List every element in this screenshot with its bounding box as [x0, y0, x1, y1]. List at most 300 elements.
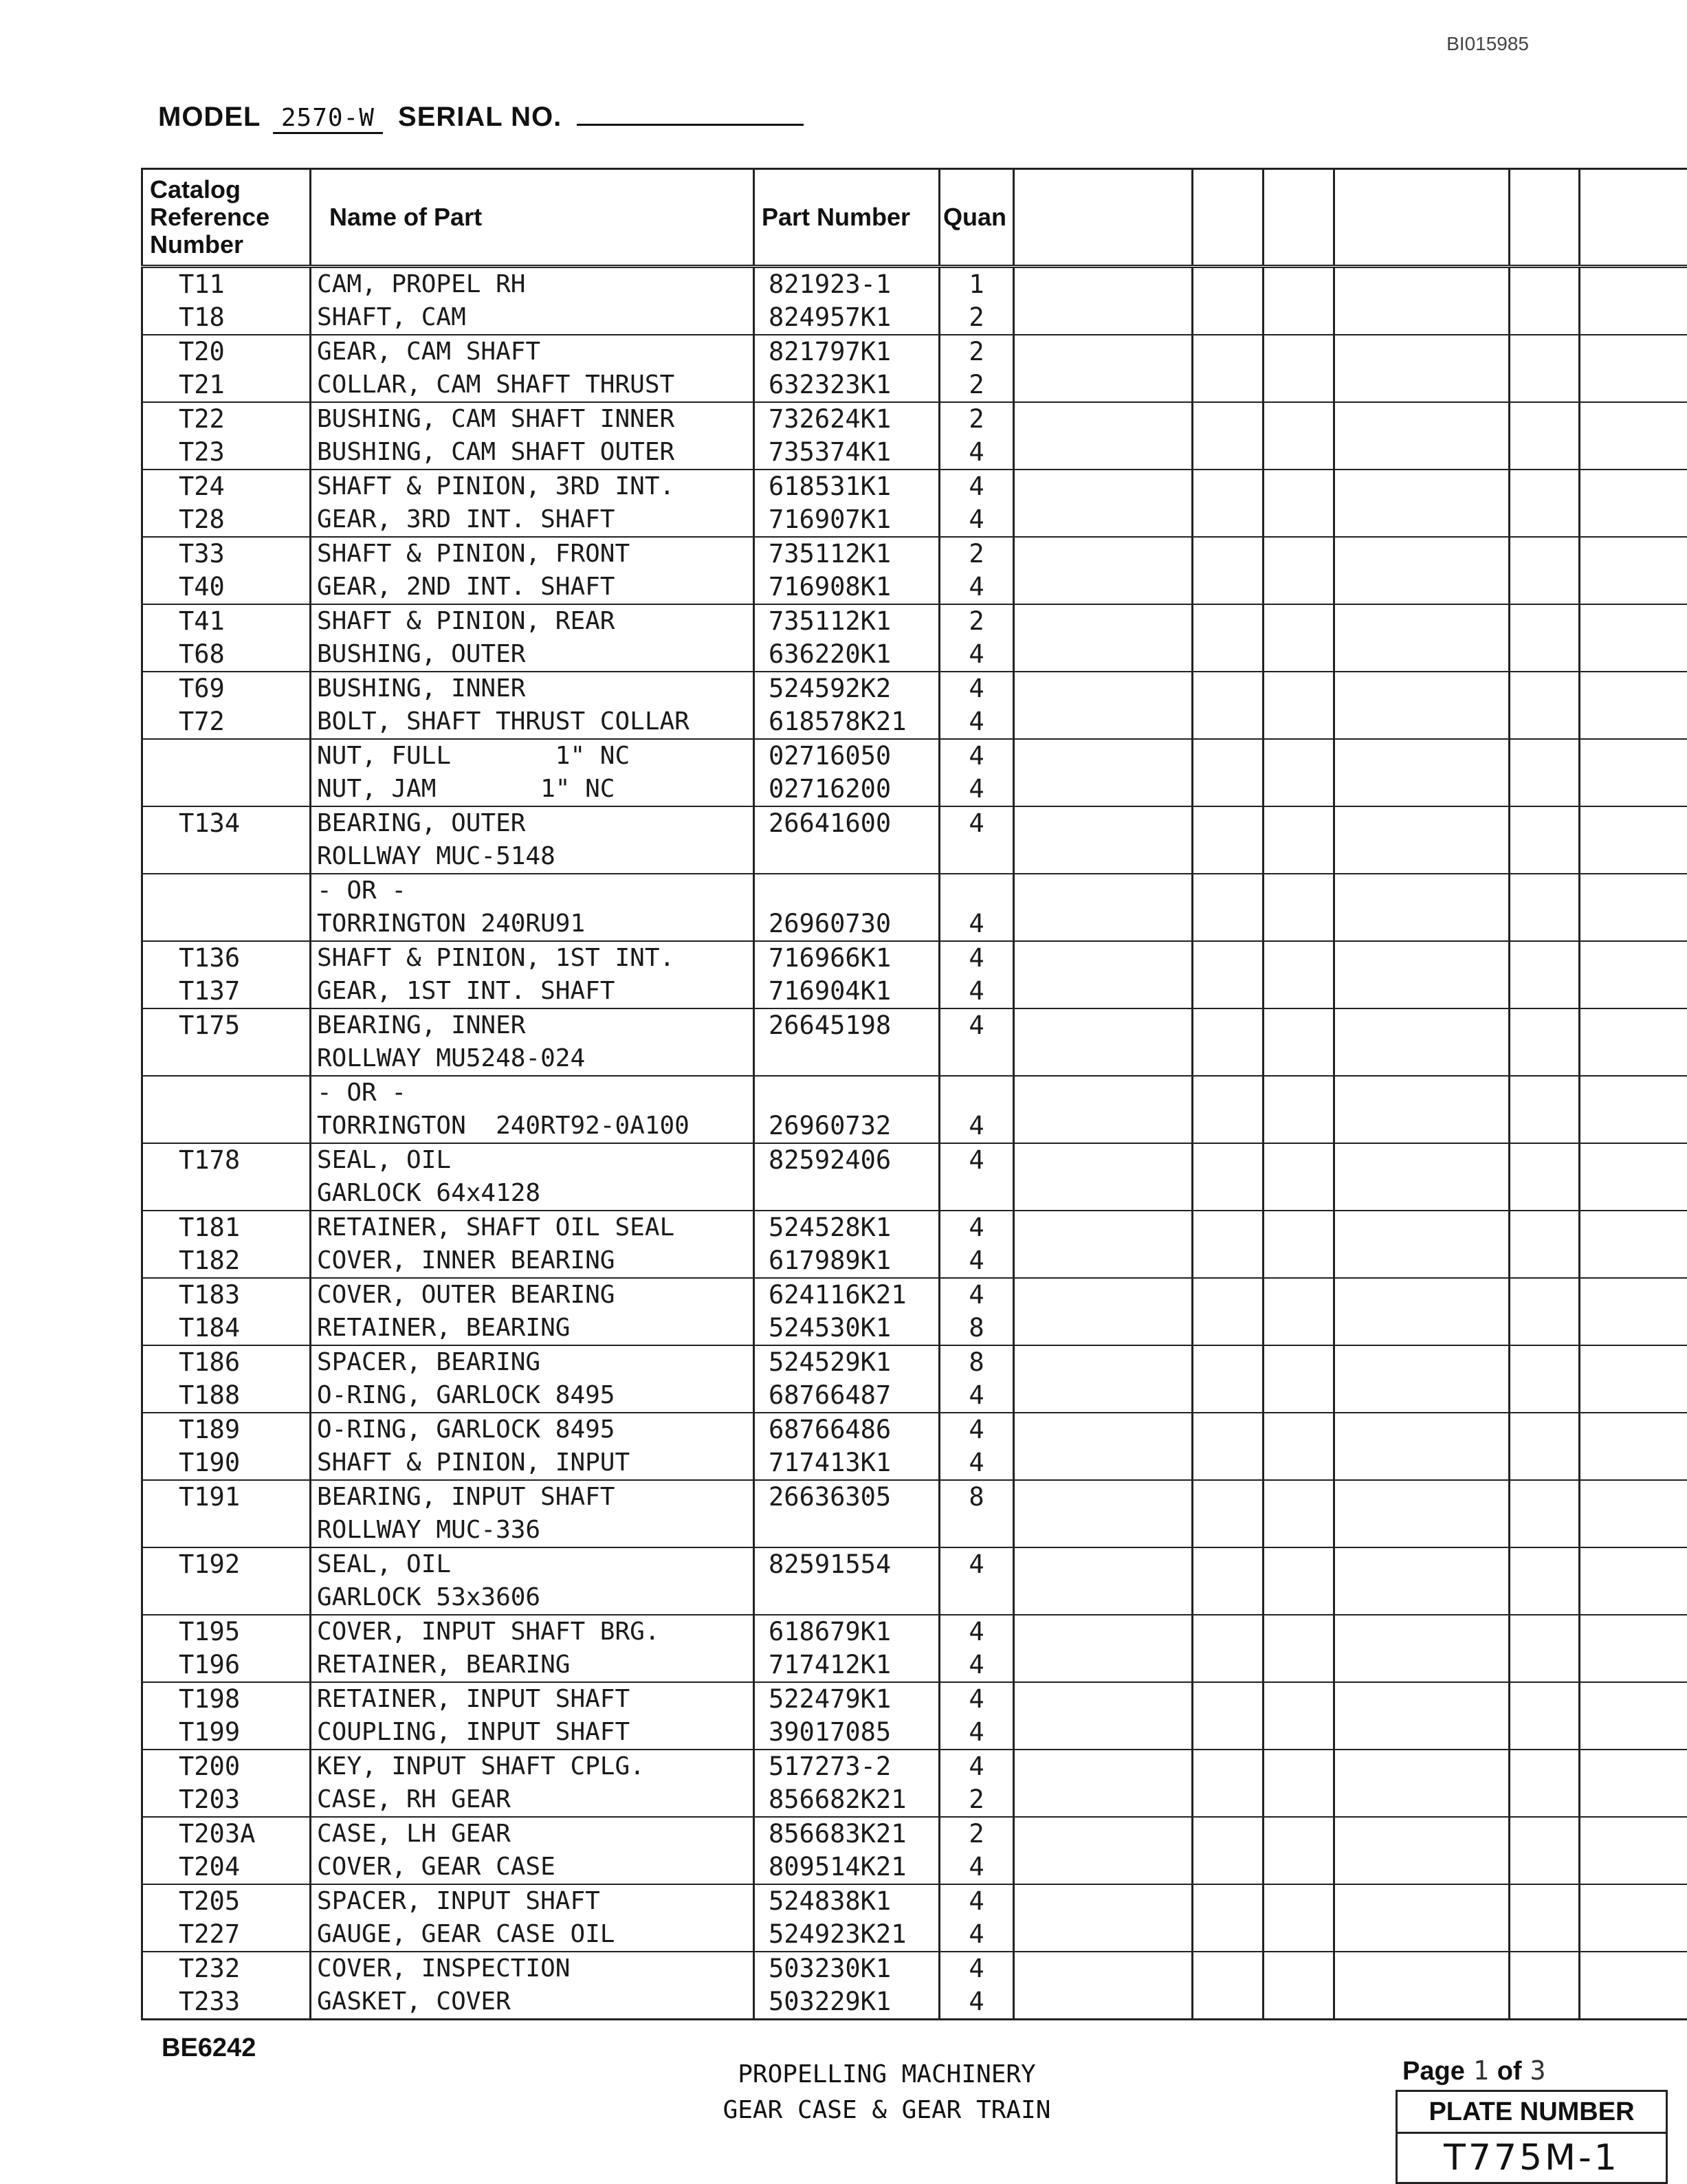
blank-cell	[1580, 604, 1687, 672]
blank-cell	[1580, 1480, 1687, 1547]
page-total: 3	[1530, 2055, 1546, 2086]
catalog-ref-cell	[142, 1278, 311, 1345]
blank-cell	[1580, 1682, 1687, 1750]
blank-cell	[1334, 537, 1510, 604]
part-number: 524529K1	[755, 1346, 938, 1379]
blank-cell	[1264, 1952, 1334, 2020]
blank-cell	[1264, 739, 1334, 806]
document-id: BI015985	[1446, 33, 1529, 55]
catalog-ref-cell	[142, 672, 311, 739]
part-number	[755, 1042, 938, 1075]
table-row	[142, 1345, 1687, 1413]
part-number	[755, 1077, 938, 1110]
quantity: 4	[940, 1615, 1013, 1648]
blank-cell	[1580, 1615, 1687, 1682]
quantity: 2	[940, 1818, 1013, 1851]
catalog-ref: T182	[143, 1244, 309, 1277]
part-number: 735112K1	[755, 538, 938, 571]
part-number: 68766487	[755, 1379, 938, 1412]
quantity-cell	[940, 1345, 1014, 1413]
blank-cell	[1510, 874, 1580, 941]
part-number: 524838K1	[755, 1885, 938, 1918]
quantity	[940, 1581, 1013, 1614]
quantity-cell	[940, 267, 1014, 335]
table-row	[142, 1076, 1687, 1143]
blank-cell	[1014, 1278, 1193, 1345]
part-number-cell	[754, 537, 940, 604]
table-row	[142, 1817, 1687, 1884]
blank-cell	[1193, 1076, 1264, 1143]
quantity: 4	[940, 1750, 1013, 1783]
part-name: BEARING, INNER	[311, 1009, 753, 1042]
blank-cell	[1014, 335, 1193, 402]
catalog-ref: T184	[143, 1312, 309, 1345]
blank-cell	[1014, 1008, 1193, 1076]
quantity: 4	[940, 1413, 1013, 1446]
part-number	[755, 840, 938, 873]
serial-label: SERIAL NO.	[398, 102, 562, 132]
plate-number-value: T775M-1	[1398, 2134, 1666, 2182]
part-number-cell	[754, 470, 940, 537]
quantity: 2	[940, 368, 1013, 401]
blank-cell	[1264, 1143, 1334, 1211]
quantity-cell	[940, 1076, 1014, 1143]
part-number: 636220K1	[755, 638, 938, 671]
table-row	[142, 672, 1687, 739]
blank-cell	[1510, 402, 1580, 470]
blank-cell	[1580, 335, 1687, 402]
part-number-cell	[754, 1615, 940, 1682]
blank-cell	[1510, 1076, 1580, 1143]
blank-cell	[1510, 1278, 1580, 1345]
blank-cell	[1193, 335, 1264, 402]
table-row	[142, 941, 1687, 1008]
blank-cell	[1014, 1480, 1193, 1547]
blank-cell	[1264, 1750, 1334, 1817]
part-name: BEARING, INPUT SHAFT	[311, 1481, 753, 1514]
catalog-ref: T204	[143, 1851, 309, 1884]
quantity: 4	[940, 1548, 1013, 1581]
blank-cell	[1334, 1278, 1510, 1345]
blank-cell	[1580, 1143, 1687, 1211]
plate-number-box	[1396, 2090, 1668, 2184]
blank-cell	[1334, 1817, 1510, 1884]
blank-cell	[1334, 1547, 1510, 1615]
quantity	[940, 1077, 1013, 1110]
blank-cell	[1580, 1076, 1687, 1143]
part-name: - OR -	[311, 1077, 753, 1110]
table-row	[142, 1682, 1687, 1750]
blank-cell	[1510, 1817, 1580, 1884]
quantity: 4	[940, 942, 1013, 975]
quantity-cell	[940, 941, 1014, 1008]
table-row	[142, 1952, 1687, 2020]
catalog-ref: T186	[143, 1346, 309, 1379]
blank-cell	[1334, 941, 1510, 1008]
col-header-blank	[1580, 169, 1687, 267]
blank-cell	[1580, 402, 1687, 470]
quantity: 4	[940, 1110, 1013, 1143]
catalog-ref: T189	[143, 1413, 309, 1446]
blank-cell	[1264, 941, 1334, 1008]
part-number	[755, 874, 938, 907]
part-number: 716907K1	[755, 503, 938, 536]
catalog-ref: T11	[143, 268, 309, 301]
part-name: TORRINGTON 240RU91	[311, 907, 753, 940]
catalog-ref: T200	[143, 1750, 309, 1783]
catalog-ref: T205	[143, 1885, 309, 1918]
blank-cell	[1334, 1076, 1510, 1143]
part-name: CASE, LH GEAR	[311, 1818, 753, 1851]
quantity: 2	[940, 403, 1013, 436]
quantity: 4	[940, 503, 1013, 536]
quantity-cell	[940, 1884, 1014, 1952]
part-number-cell	[754, 1750, 940, 1817]
blank-cell	[1264, 335, 1334, 402]
part-name-cell	[311, 1750, 754, 1817]
part-number-cell	[754, 604, 940, 672]
part-number: 524923K21	[755, 1918, 938, 1951]
quantity	[940, 840, 1013, 873]
part-number-cell	[754, 335, 940, 402]
catalog-ref-cell	[142, 402, 311, 470]
quantity-cell	[940, 1278, 1014, 1345]
part-name: O-RING, GARLOCK 8495	[311, 1379, 753, 1412]
blank-cell	[1193, 672, 1264, 739]
quantity-cell	[940, 1817, 1014, 1884]
part-name-cell	[311, 1817, 754, 1884]
catalog-ref-cell	[142, 267, 311, 335]
part-number: 39017085	[755, 1716, 938, 1749]
quantity-cell	[940, 1480, 1014, 1547]
blank-cell	[1510, 1008, 1580, 1076]
model-value: 2570-W	[273, 104, 383, 134]
blank-cell	[1193, 1278, 1264, 1345]
blank-cell	[1334, 267, 1510, 335]
blank-cell	[1334, 874, 1510, 941]
part-name: CAM, PROPEL RH	[311, 268, 753, 301]
blank-cell	[1264, 1413, 1334, 1480]
part-number-cell	[754, 672, 940, 739]
part-name-cell	[311, 470, 754, 537]
part-number: 26645198	[755, 1009, 938, 1042]
blank-cell	[1334, 672, 1510, 739]
part-number-cell	[754, 1008, 940, 1076]
part-number: 716908K1	[755, 571, 938, 604]
quantity: 4	[940, 1716, 1013, 1749]
blank-cell	[1580, 1884, 1687, 1952]
part-number-cell	[754, 1413, 940, 1480]
part-name-cell	[311, 537, 754, 604]
quantity: 4	[940, 1211, 1013, 1244]
blank-cell	[1334, 1008, 1510, 1076]
part-name: BUSHING, CAM SHAFT INNER	[311, 403, 753, 436]
blank-cell	[1334, 604, 1510, 672]
catalog-ref	[143, 1177, 309, 1210]
part-name-cell	[311, 1008, 754, 1076]
blank-cell	[1193, 1547, 1264, 1615]
part-number: 624116K21	[755, 1279, 938, 1312]
part-number: 856683K21	[755, 1818, 938, 1851]
blank-cell	[1580, 1008, 1687, 1076]
catalog-ref-cell	[142, 1008, 311, 1076]
table-row	[142, 1615, 1687, 1682]
blank-cell	[1580, 537, 1687, 604]
parts-table	[141, 168, 1687, 2020]
blank-cell	[1334, 1615, 1510, 1682]
part-number: 735374K1	[755, 436, 938, 469]
catalog-ref: T233	[143, 1985, 309, 2018]
quantity-cell	[940, 806, 1014, 874]
part-name-cell	[311, 1413, 754, 1480]
quantity: 4	[940, 1446, 1013, 1479]
of-label: of	[1497, 2057, 1522, 2086]
blank-cell	[1264, 1008, 1334, 1076]
part-number: 82592406	[755, 1144, 938, 1177]
quantity: 8	[940, 1312, 1013, 1345]
quantity-cell	[940, 1008, 1014, 1076]
part-name: RETAINER, BEARING	[311, 1312, 753, 1345]
blank-cell	[1264, 1817, 1334, 1884]
col-header-qty: Quan	[940, 169, 1014, 267]
catalog-ref	[143, 740, 309, 773]
col-header-ref: Catalog Reference Number	[142, 169, 311, 267]
blank-cell	[1580, 267, 1687, 335]
part-name: SHAFT & PINION, INPUT	[311, 1446, 753, 1479]
quantity	[940, 1042, 1013, 1075]
blank-cell	[1193, 1345, 1264, 1413]
blank-cell	[1193, 1008, 1264, 1076]
blank-cell	[1334, 402, 1510, 470]
part-name: COUPLING, INPUT SHAFT	[311, 1716, 753, 1749]
part-name-cell	[311, 739, 754, 806]
part-number: 517273-2	[755, 1750, 938, 1783]
quantity	[940, 874, 1013, 907]
table-row	[142, 402, 1687, 470]
part-name-cell	[311, 806, 754, 874]
part-name-cell	[311, 1345, 754, 1413]
part-name: COVER, OUTER BEARING	[311, 1279, 753, 1312]
blank-cell	[1580, 470, 1687, 537]
quantity: 4	[940, 1648, 1013, 1681]
quantity: 8	[940, 1346, 1013, 1379]
blank-cell	[1510, 941, 1580, 1008]
quantity: 4	[940, 773, 1013, 806]
col-header-name: Name of Part	[311, 169, 754, 267]
blank-cell	[1014, 1143, 1193, 1211]
blank-cell	[1510, 1211, 1580, 1278]
part-number: 26636305	[755, 1481, 938, 1514]
catalog-ref-cell	[142, 1076, 311, 1143]
catalog-ref: T28	[143, 503, 309, 536]
table-row	[142, 267, 1687, 335]
part-name-cell	[311, 1278, 754, 1345]
blank-cell	[1510, 1615, 1580, 1682]
catalog-ref	[143, 1581, 309, 1614]
catalog-ref: T198	[143, 1683, 309, 1716]
part-number: 824957K1	[755, 301, 938, 334]
quantity: 2	[940, 538, 1013, 571]
quantity: 4	[940, 1009, 1013, 1042]
catalog-ref-cell	[142, 874, 311, 941]
blank-cell	[1580, 1345, 1687, 1413]
blank-cell	[1014, 537, 1193, 604]
catalog-ref-cell	[142, 537, 311, 604]
part-number: 632323K1	[755, 368, 938, 401]
blank-cell	[1264, 1076, 1334, 1143]
part-number: 809514K21	[755, 1851, 938, 1884]
table-row	[142, 1413, 1687, 1480]
part-name: - OR -	[311, 874, 753, 907]
part-number: 524528K1	[755, 1211, 938, 1244]
blank-cell	[1510, 267, 1580, 335]
col-header-part: Part Number	[754, 169, 940, 267]
catalog-ref-cell	[142, 1345, 311, 1413]
part-number: 717412K1	[755, 1648, 938, 1681]
part-number: 735112K1	[755, 605, 938, 638]
table-row	[142, 470, 1687, 537]
part-name: BUSHING, CAM SHAFT OUTER	[311, 436, 753, 469]
quantity: 4	[940, 470, 1013, 503]
table-row	[142, 874, 1687, 941]
blank-cell	[1193, 1615, 1264, 1682]
part-name-cell	[311, 1480, 754, 1547]
quantity: 4	[940, 1952, 1013, 1985]
part-name: BOLT, SHAFT THRUST COLLAR	[311, 705, 753, 738]
blank-cell	[1334, 1413, 1510, 1480]
part-name: GEAR, CAM SHAFT	[311, 335, 753, 368]
part-name: SHAFT & PINION, 1ST INT.	[311, 942, 753, 975]
part-name: O-RING, GARLOCK 8495	[311, 1413, 753, 1446]
blank-cell	[1510, 1480, 1580, 1547]
catalog-ref-cell	[142, 1817, 311, 1884]
part-number	[755, 1177, 938, 1210]
catalog-ref: T136	[143, 942, 309, 975]
part-number: 821923-1	[755, 268, 938, 301]
part-number: 503229K1	[755, 1985, 938, 2018]
catalog-ref-cell	[142, 1547, 311, 1615]
table-row	[142, 604, 1687, 672]
blank-cell	[1014, 1682, 1193, 1750]
blank-cell	[1193, 604, 1264, 672]
part-number-cell	[754, 1143, 940, 1211]
part-name: COLLAR, CAM SHAFT THRUST	[311, 368, 753, 401]
catalog-ref	[143, 1110, 309, 1143]
quantity: 4	[940, 638, 1013, 671]
table-row	[142, 1278, 1687, 1345]
blank-cell	[1510, 1143, 1580, 1211]
blank-cell	[1193, 941, 1264, 1008]
part-number: 821797K1	[755, 335, 938, 368]
blank-cell	[1334, 1345, 1510, 1413]
blank-cell	[1193, 1884, 1264, 1952]
part-name-cell	[311, 1682, 754, 1750]
table-row	[142, 1884, 1687, 1952]
blank-cell	[1580, 1413, 1687, 1480]
part-name: GEAR, 1ST INT. SHAFT	[311, 975, 753, 1008]
blank-cell	[1264, 402, 1334, 470]
blank-cell	[1334, 739, 1510, 806]
part-name: BUSHING, OUTER	[311, 638, 753, 671]
catalog-ref: T195	[143, 1615, 309, 1648]
part-number: 856682K21	[755, 1783, 938, 1816]
blank-cell	[1334, 1884, 1510, 1952]
part-name: BUSHING, INNER	[311, 672, 753, 705]
col-header-blank	[1264, 169, 1334, 267]
catalog-ref: T192	[143, 1548, 309, 1581]
part-number-cell	[754, 1884, 940, 1952]
part-name: GEAR, 2ND INT. SHAFT	[311, 571, 753, 604]
blank-cell	[1193, 806, 1264, 874]
catalog-ref	[143, 907, 309, 940]
catalog-ref: T199	[143, 1716, 309, 1749]
blank-cell	[1264, 672, 1334, 739]
blank-cell	[1264, 1547, 1334, 1615]
serial-blank-line	[577, 124, 804, 126]
part-number	[755, 1581, 938, 1614]
catalog-ref: T227	[143, 1918, 309, 1951]
blank-cell	[1510, 1750, 1580, 1817]
part-number-cell	[754, 739, 940, 806]
part-number-cell	[754, 1211, 940, 1278]
part-name-cell	[311, 672, 754, 739]
page-indicator	[1402, 2055, 1554, 2086]
blank-cell	[1264, 537, 1334, 604]
part-name: GAUGE, GEAR CASE OIL	[311, 1918, 753, 1951]
blank-cell	[1193, 1817, 1264, 1884]
blank-cell	[1193, 1143, 1264, 1211]
blank-cell	[1014, 672, 1193, 739]
quantity-cell	[940, 1750, 1014, 1817]
part-number: 26641600	[755, 807, 938, 840]
quantity: 4	[940, 1885, 1013, 1918]
quantity: 4	[940, 705, 1013, 738]
blank-cell	[1580, 874, 1687, 941]
part-name: BEARING, OUTER	[311, 807, 753, 840]
part-name-cell	[311, 1076, 754, 1143]
blank-cell	[1264, 1480, 1334, 1547]
blank-cell	[1264, 806, 1334, 874]
page-label: Page	[1402, 2057, 1465, 2086]
blank-cell	[1510, 739, 1580, 806]
part-number: 617989K1	[755, 1244, 938, 1277]
blank-cell	[1014, 1076, 1193, 1143]
catalog-ref: T21	[143, 368, 309, 401]
model-serial-line	[158, 102, 804, 134]
blank-cell	[1014, 604, 1193, 672]
part-number: 02716200	[755, 773, 938, 806]
part-number: 618679K1	[755, 1615, 938, 1648]
catalog-ref: T188	[143, 1379, 309, 1412]
quantity-cell	[940, 672, 1014, 739]
part-name: SEAL, OIL	[311, 1144, 753, 1177]
part-name-cell	[311, 402, 754, 470]
blank-cell	[1014, 402, 1193, 470]
blank-cell	[1264, 1345, 1334, 1413]
plate-number-label: PLATE NUMBER	[1398, 2092, 1666, 2134]
catalog-ref: T178	[143, 1144, 309, 1177]
catalog-ref-cell	[142, 1413, 311, 1480]
catalog-ref: T190	[143, 1446, 309, 1479]
part-name: GARLOCK 64x4128	[311, 1177, 753, 1210]
catalog-ref	[143, 1077, 309, 1110]
blank-cell	[1014, 1615, 1193, 1682]
catalog-ref-cell	[142, 1480, 311, 1547]
part-name: ROLLWAY MUC-336	[311, 1514, 753, 1547]
catalog-ref: T175	[143, 1009, 309, 1042]
quantity: 4	[940, 436, 1013, 469]
catalog-ref-cell	[142, 335, 311, 402]
